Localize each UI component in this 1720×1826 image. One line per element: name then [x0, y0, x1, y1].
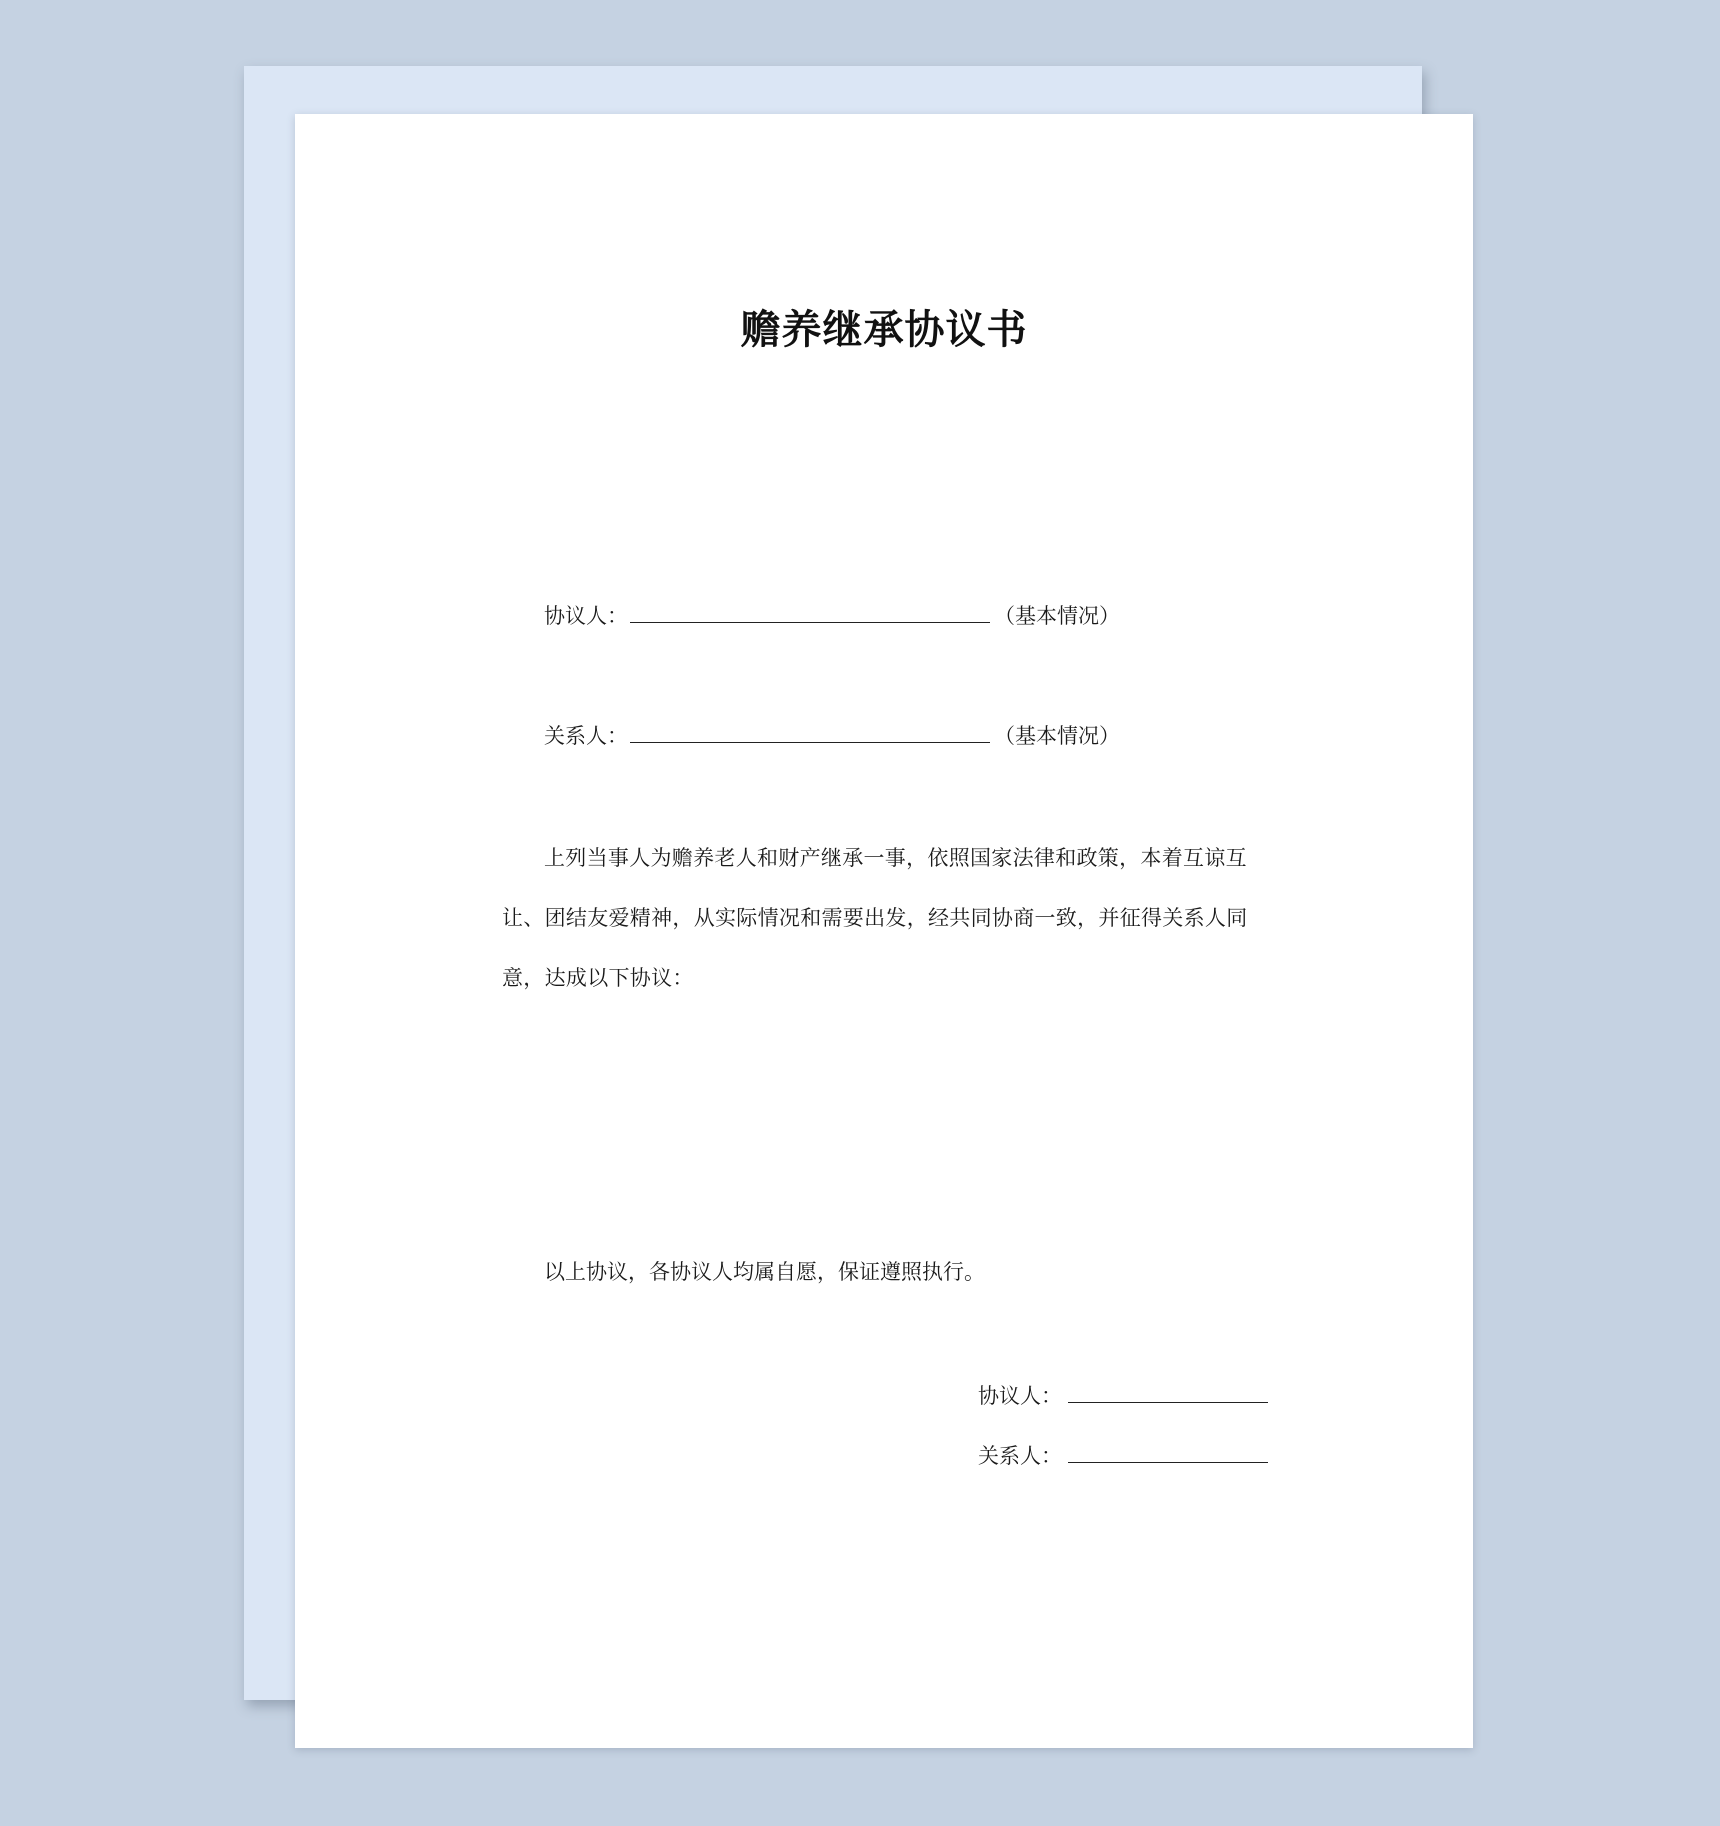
party-row-relation: [544, 720, 1120, 750]
party-label: 协议人：: [544, 604, 628, 628]
preamble-paragraph: 上列当事人为赡养老人和财产继承一事，依照国家法律和政策，本着互谅互让、团结友爱精神，从实际情况和需要出发，经共同协商一致，并征得关系人同意，达成以下协议：: [502, 846, 1248, 990]
signature-blank-line[interactable]: [1068, 1440, 1268, 1463]
closing-statement: 以上协议，各协议人均属自愿，保证遵照执行。: [544, 1260, 985, 1284]
party-blank-line[interactable]: [630, 720, 990, 743]
signature-row-agreement: [978, 1380, 1268, 1410]
signature-label: 协议人：: [978, 1384, 1062, 1408]
party-blank-line[interactable]: [630, 600, 990, 623]
document-page: [295, 114, 1473, 1748]
party-row-agreement: [544, 600, 1120, 630]
party-note: （基本情况）: [994, 604, 1120, 628]
signature-label: 关系人：: [978, 1444, 1062, 1468]
signature-row-relation: [978, 1440, 1268, 1470]
party-note: （基本情况）: [994, 724, 1120, 748]
party-label: 关系人：: [544, 724, 628, 748]
document-title: 赡养继承协议书: [740, 307, 1028, 353]
signature-blank-line[interactable]: [1068, 1380, 1268, 1403]
